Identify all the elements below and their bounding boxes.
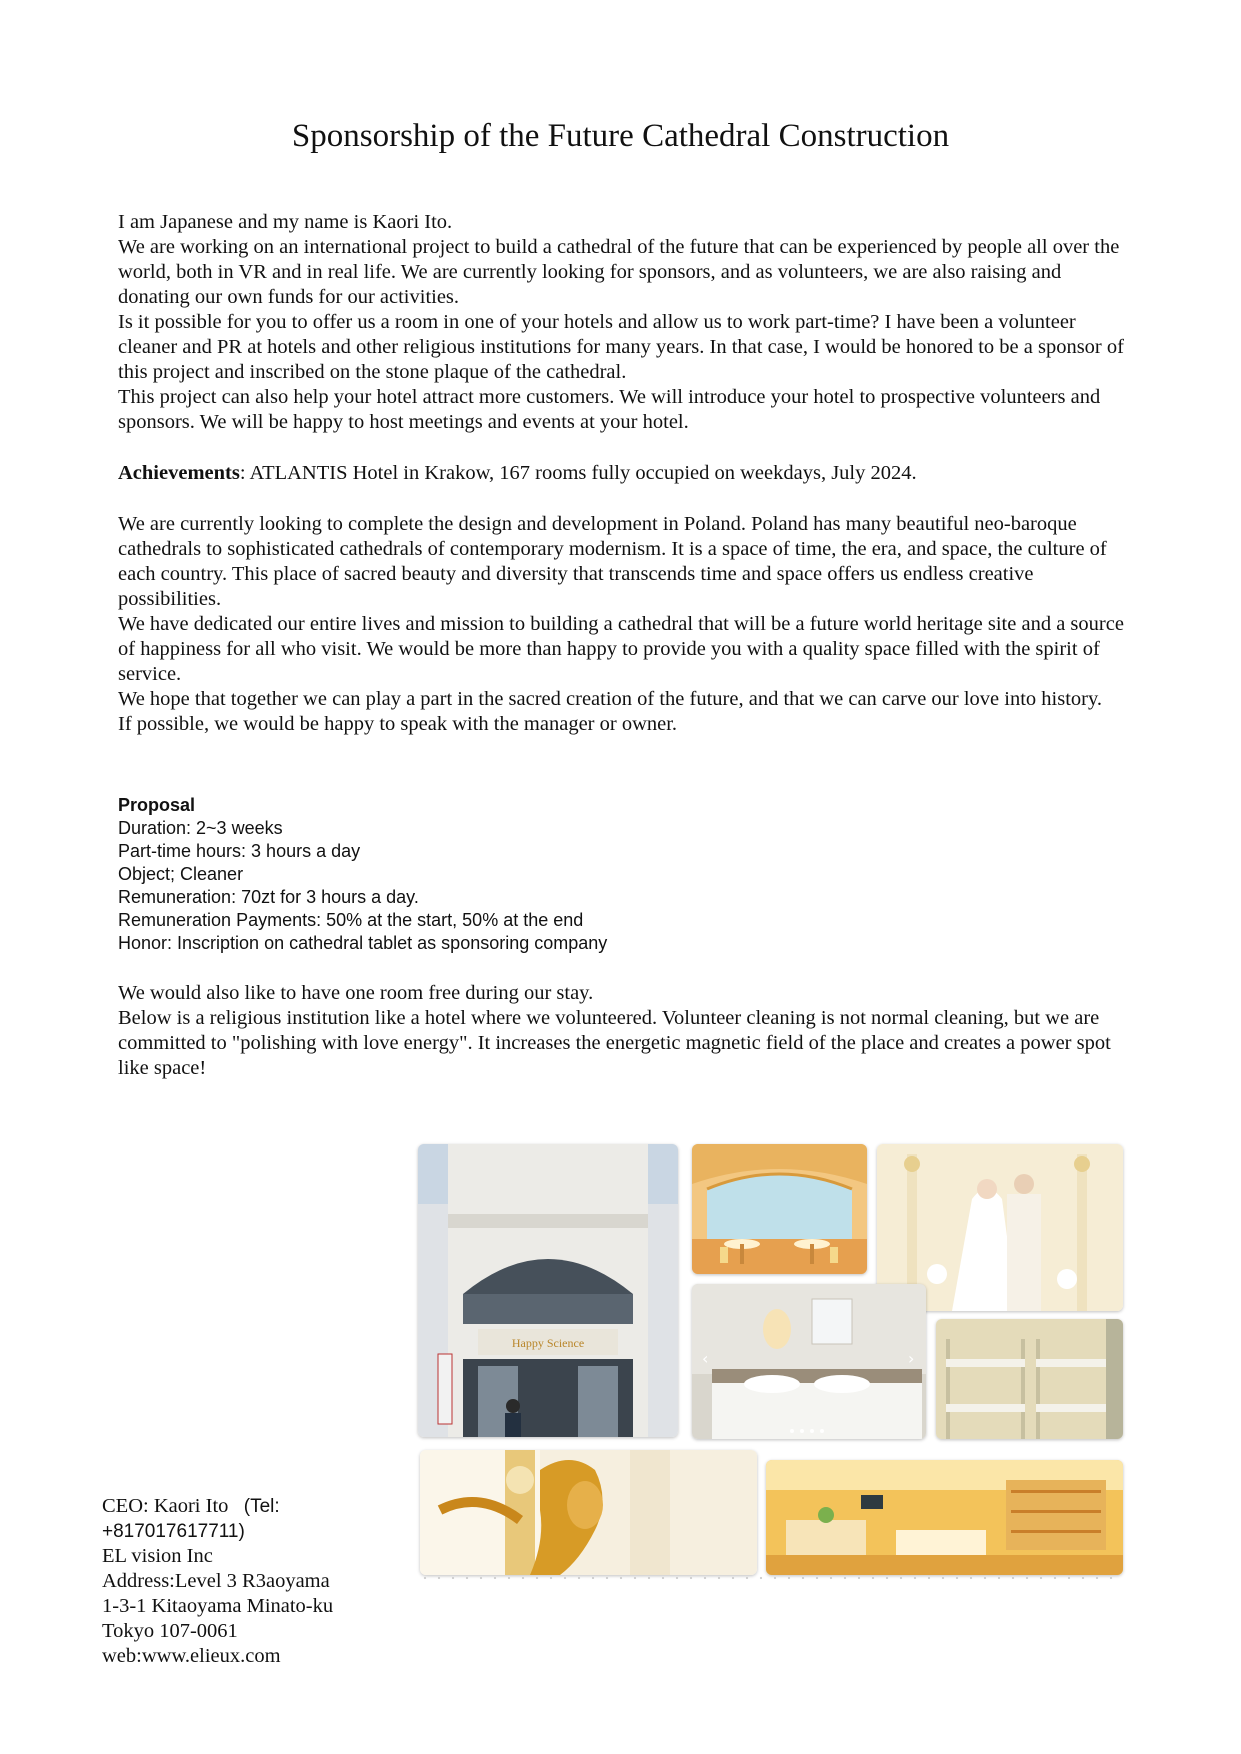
collage-dotted-border xyxy=(418,1576,1123,1580)
photo-golden-statue xyxy=(420,1450,757,1575)
address-line: Tokyo 107-0061 xyxy=(102,1620,238,1642)
proposal-line: Object; Cleaner xyxy=(118,864,244,884)
proposal-heading: Proposal xyxy=(118,795,196,815)
achievements-text: : ATLANTIS Hotel in Krakow, 167 rooms fully occupied on weekdays, July 2024. xyxy=(239,462,917,484)
website-link[interactable]: web:www.elieux.com xyxy=(102,1645,281,1667)
address-line: 1-3-1 Kitaoyama Minato-ku xyxy=(102,1595,334,1617)
page-title: Sponsorship of the Future Cathedral Construction xyxy=(291,118,950,154)
proposal-section xyxy=(118,794,918,955)
photo-library-lounge xyxy=(766,1460,1123,1575)
ceo-name: CEO: Kaori Ito xyxy=(102,1495,229,1517)
closing-paragraph: We would also like to have one room free during our stay. xyxy=(118,982,594,1004)
proposal-line: Honor: Inscription on cathedral tablet as sponsoring company xyxy=(118,933,608,953)
address-line: Address:Level 3 R3aoyama xyxy=(102,1570,330,1592)
photo-collage xyxy=(418,1144,1123,1584)
contact-block xyxy=(102,1494,422,1669)
mission-section xyxy=(118,512,1133,737)
svg-text:›: › xyxy=(908,1349,915,1368)
mission-paragraph: If possible, we would be happy to speak with the manager or owner. xyxy=(118,713,678,735)
proposal-line: Part-time hours: 3 hours a day xyxy=(118,841,361,861)
proposal-line: Duration: 2~3 weeks xyxy=(118,818,283,838)
mission-paragraph: We hope that together we can play a part in the sacred creation of the future, and that we can carve our love into history. xyxy=(118,688,1103,710)
svg-text:‹: ‹ xyxy=(702,1349,709,1368)
company-name: EL vision Inc xyxy=(102,1545,213,1567)
photo-guest-room xyxy=(692,1284,926,1439)
tel-label: (Tel: xyxy=(243,1496,280,1517)
achievements-label: Achievements xyxy=(118,462,240,484)
building-sign-text: Happy Science xyxy=(511,1336,585,1350)
achievements-section xyxy=(118,461,1133,486)
intro-section xyxy=(118,210,1133,435)
mission-paragraph: We are currently looking to complete the design and development in Poland. Poland has many beautiful neo-baroque cathedrals to sophisticated cathedrals of contemporary modernism. It is a space of time, the era, and space, the culture of each country. This place of sacred beauty and diversity that transcends time and space offers us endless creative possibilities. xyxy=(118,513,1107,610)
mission-paragraph: We have dedicated our entire lives and mission to building a cathedral that will be a future world heritage site and a source of happiness for all who visit. We would be more than happy to provide you with a quality space filled with the spirit of service. xyxy=(118,613,1124,685)
photo-cafe xyxy=(692,1144,867,1274)
intro-paragraph: This project can also help your hotel attract more customers. We will introduce your hotel to prospective volunteers and sponsors. We will be happy to host meetings and events at your hotel. xyxy=(118,386,1101,433)
intro-paragraph: I am Japanese and my name is Kaori Ito. xyxy=(118,211,453,233)
proposal-line: Remuneration Payments: 50% at the start, 50% at the end xyxy=(118,910,584,930)
photo-building-entrance xyxy=(418,1144,678,1437)
photo-bunk-room xyxy=(936,1319,1123,1439)
closing-section xyxy=(118,981,1133,1081)
tel-number: +817017617711) xyxy=(102,1521,245,1542)
intro-paragraph: We are working on an international project to build a cathedral of the future that can be experienced by people all over the world, both in VR and in real life. We are currently looking for sponsors, and as volunteers, we are also raising and donating our own funds for our activities. xyxy=(118,236,1120,308)
intro-paragraph: Is it possible for you to offer us a room in one of your hotels and allow us to work part-time? I have been a volunteer cleaner and PR at hotels and other religious institutions for many years. In that case, I would be honored to be a sponsor of this project and inscribed on the stone plaque of the cathedral. xyxy=(118,311,1124,383)
closing-paragraph: Below is a religious institution like a hotel where we volunteered. Volunteer cleaning is not normal cleaning, but we are committed to "polishing with love energy". It increases the energetic magnetic field of the place and creates a power spot like space! xyxy=(118,1007,1111,1079)
proposal-line: Remuneration: 70zt for 3 hours a day. xyxy=(118,887,419,907)
